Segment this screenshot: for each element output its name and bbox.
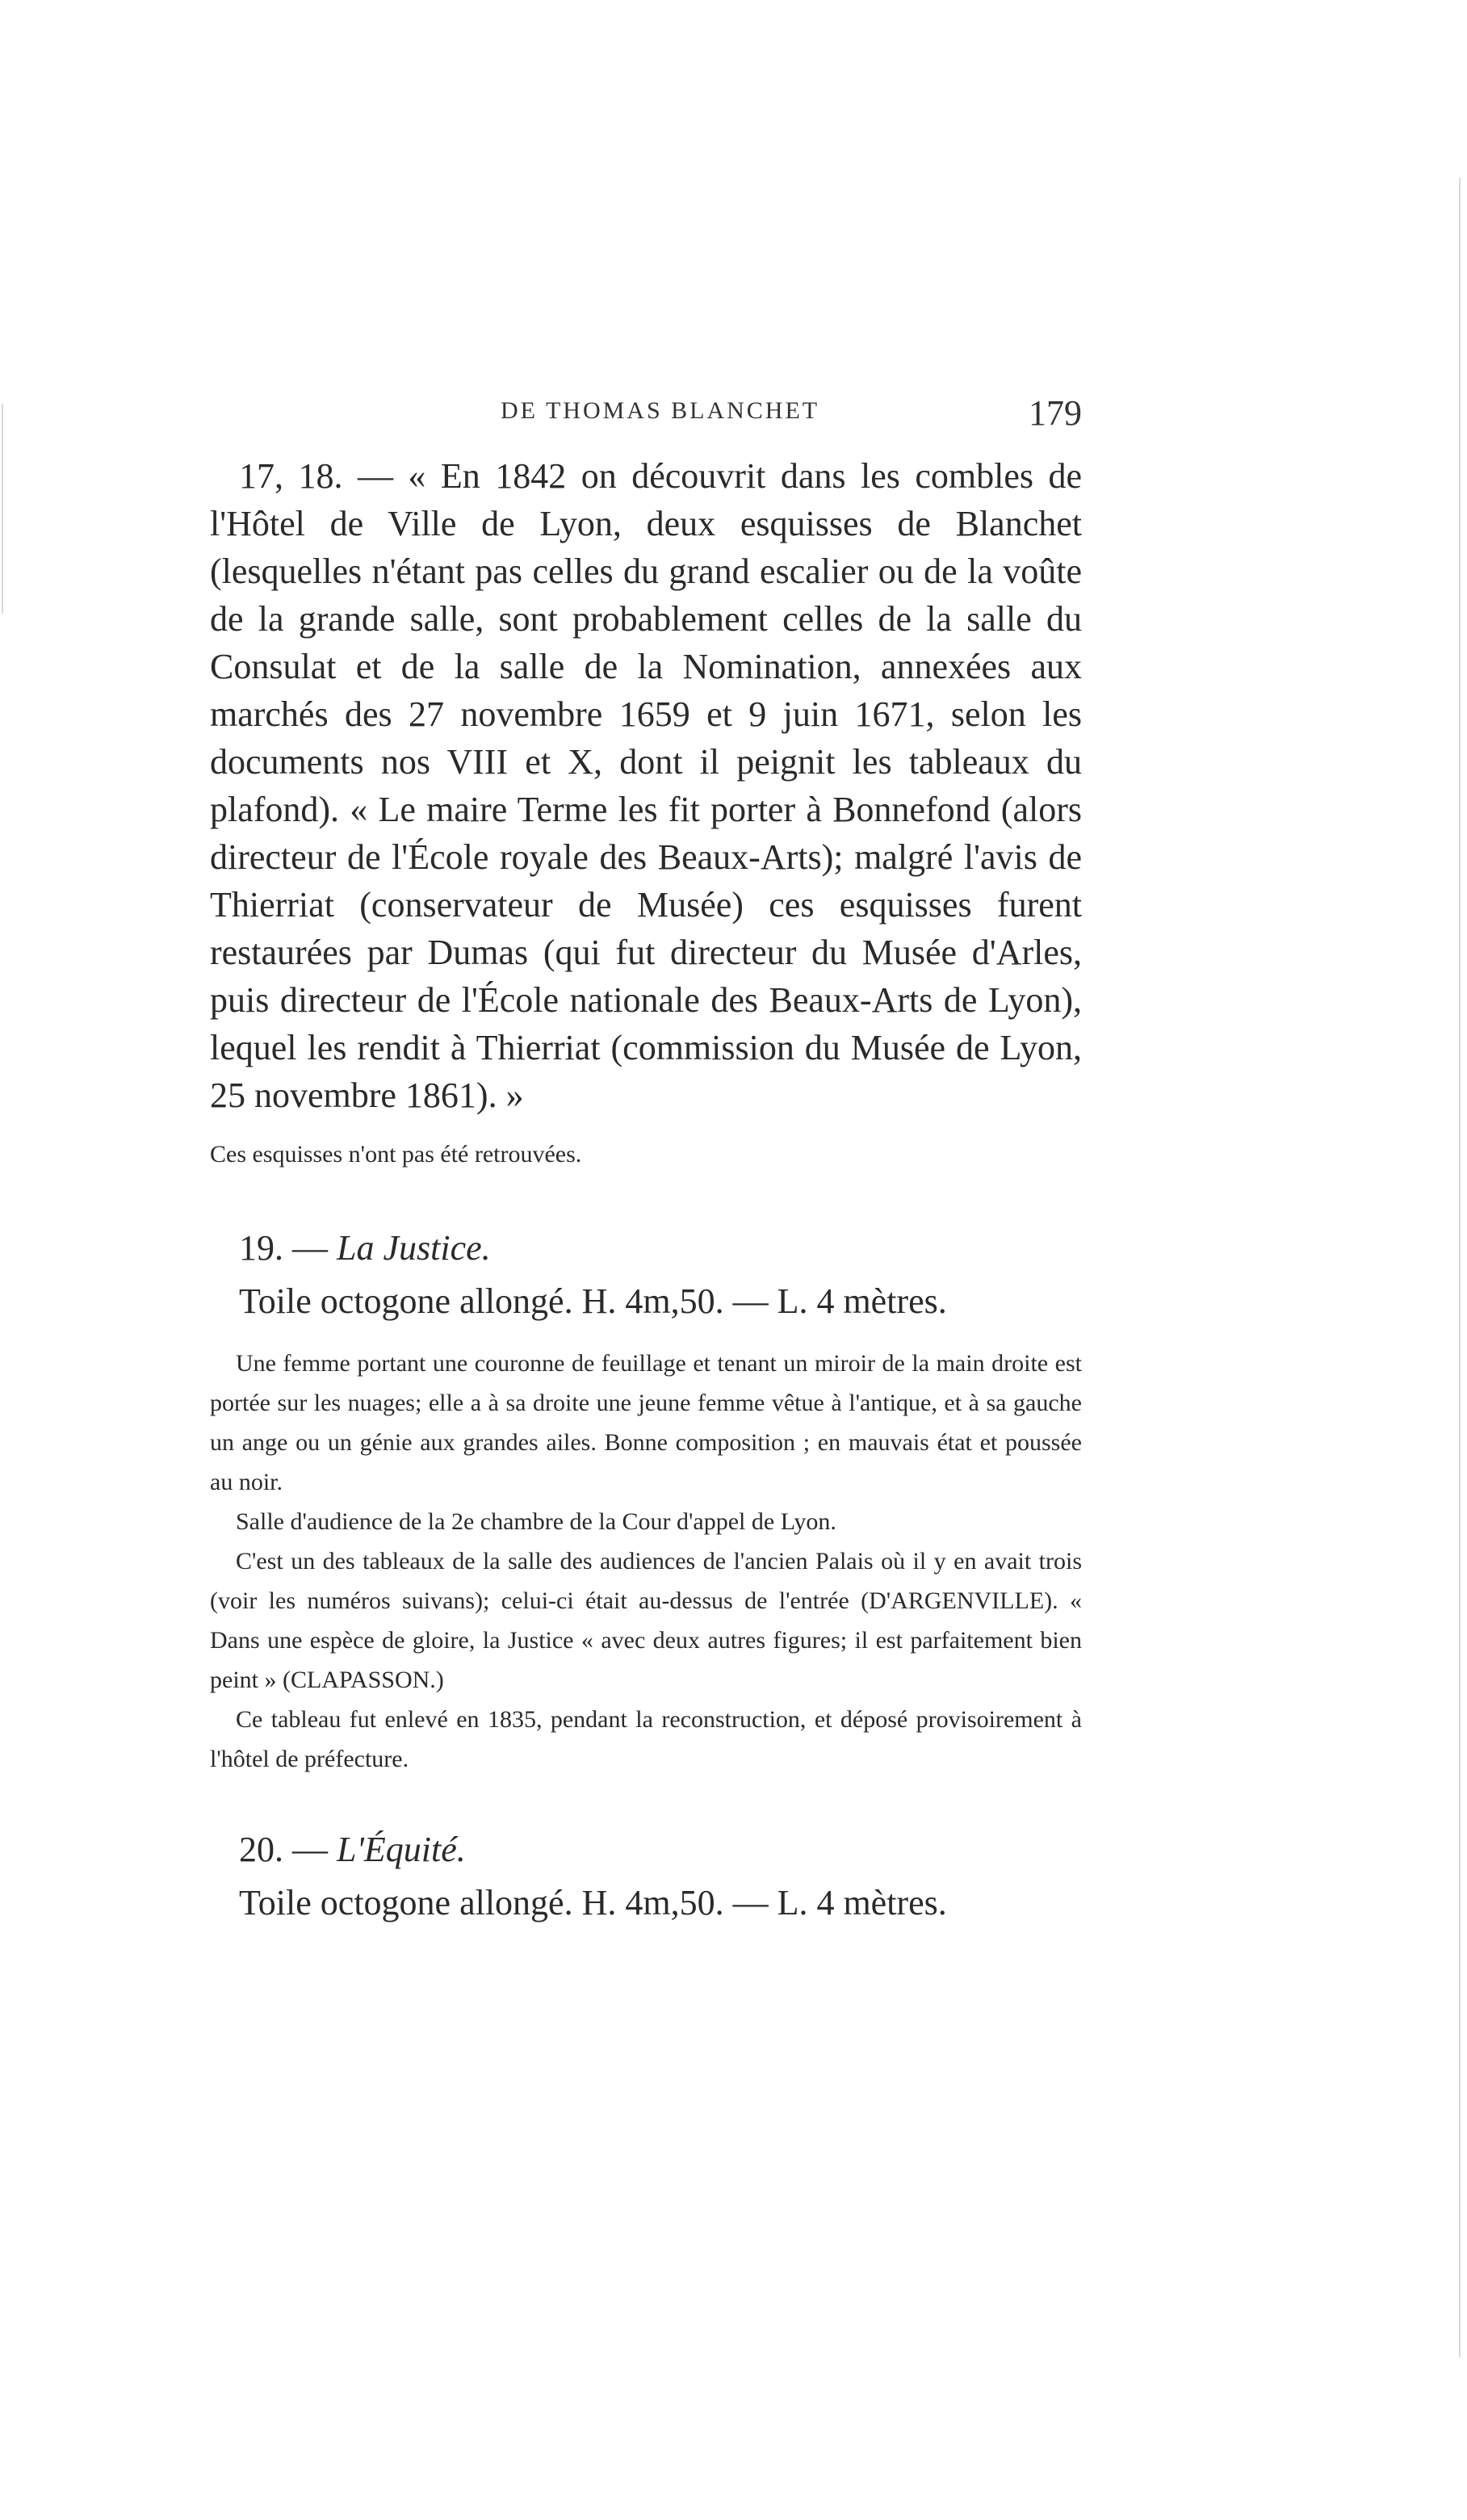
running-title: DE THOMAS BLANCHET	[501, 397, 820, 424]
page-body	[210, 452, 1082, 1926]
page-header	[210, 388, 1082, 444]
entry-19-description	[210, 1344, 1082, 1779]
scan-edge-right	[1459, 178, 1461, 2358]
entry-20-dimensions: Toile octogone allongé. H. 4m,50. — L. 4 mètres.	[239, 1883, 947, 1922]
entry-19-title: La Justice.	[337, 1228, 491, 1268]
entry-19-heading	[239, 1226, 1082, 1271]
entry-20-title: L'Équité.	[337, 1830, 466, 1869]
entry-19-desc-1: Une femme portant une couronne de feuillage et tenant un miroir de la main droite est portée sur les nuages; elle a à sa droite une jeune femme vêtue à l'antique, et à sa gauche un ange ou un génie aux grandes ailes. Bonne composition ; en mauvais état et poussée au noir.	[210, 1350, 1082, 1495]
entry-19-number: 19. —	[239, 1228, 337, 1268]
page-number: 179	[1029, 393, 1082, 433]
scan-edge-left	[2, 404, 3, 614]
paragraph-esquisses: 17, 18. — « En 1842 on découvrit dans les combles de l'Hôtel de Ville de Lyon, deux esquisses de Blanchet (lesquelles n'étant pas celles du grand escalier ou de la voûte de la grande salle, sont probablement celles de la salle du Consulat et de la salle de la Nomination, annexées aux marchés des 27 novembre 1659 et 9 juin 1671, selon les documents nos VIII et X, dont il peignit les tableaux du plafond). « Le maire Terme les fit porter à Bonnefond (alors directeur de l'École royale des Beaux-Arts); malgré l'avis de Thierriat (conservateur de Musée) ces esquisses furent restaurées par Dumas (qui fut directeur du Musée d'Arles, puis directeur de l'École nationale des Beaux-Arts de Lyon), lequel les rendit à Thierriat (commission du Musée de Lyon, 25 novembre 1861). »	[210, 456, 1082, 1115]
entry-20-heading	[239, 1827, 1082, 1872]
entry-19-desc-4: Ce tableau fut enlevé en 1835, pendant la reconstruction, et déposé provisoirement à l'hôtel de préfecture.	[210, 1706, 1082, 1772]
entry-19-desc-3: C'est un des tableaux de la salle des audiences de l'ancien Palais où il y en avait trois (voir les numéros suivans); celui-ci était au-dessus de l'entrée (D'ARGENVILLE). « Dans une espèce de gloire, la Justice « avec deux autres figures; il est parfaitement bien peint » (CLAPASSON.)	[210, 1548, 1082, 1693]
note-esquisses: Ces esquisses n'ont pas été retrouvées.	[210, 1141, 582, 1168]
entry-19-desc-2: Salle d'audience de la 2e chambre de la Cour d'appel de Lyon.	[236, 1508, 836, 1535]
entry-19-dimensions: Toile octogone allongé. H. 4m,50. — L. 4 mètres.	[239, 1281, 947, 1321]
entry-20-number: 20. —	[239, 1830, 337, 1869]
